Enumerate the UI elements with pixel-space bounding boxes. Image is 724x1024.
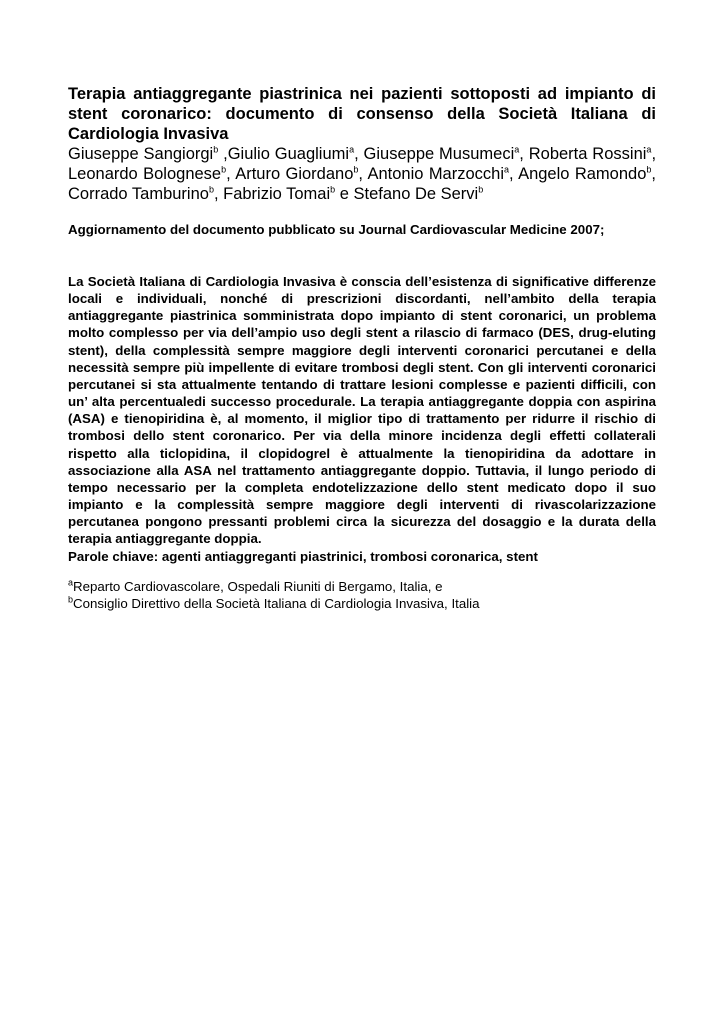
author-affiliation-mark: a [646,144,652,155]
author-separator: , [651,165,656,183]
author-name: Giulio Guagliumi [227,145,350,163]
affiliation-a [68,578,656,595]
author-affiliation-mark: b [330,184,336,195]
author-separator: , [226,165,236,183]
author-separator: , [358,165,368,183]
author-affiliation-mark: b [646,164,652,175]
author-name: Giuseppe Musumeci [363,145,515,163]
author-separator: e [335,185,354,203]
author-name: Fabrizio Tomai [223,185,331,203]
author-name: Stefano De Servi [353,185,479,203]
author-affiliation-mark: b [213,144,219,155]
author-list [68,144,656,204]
affiliation-text: Reparto Cardiovascolare, Ospedali Riuniti di Bergamo, Italia, e [73,578,443,594]
author-affiliation-mark: a [504,164,510,175]
author-name: Angelo Ramondo [518,165,647,183]
paper-title: Terapia antiaggregante piastrinica nei pazienti sottoposti ad impianto di stent coronarico: documento di consenso della Società Italiana di Cardiologia Invasiva [68,85,656,143]
author-affiliation-mark: a [514,144,520,155]
author-separator: , [519,145,529,163]
author-affiliation-mark: b [478,184,484,195]
author-affiliation-mark: b [208,184,214,195]
author-separator: , [218,145,228,163]
keywords: Parole chiave: agenti antiaggreganti piastrinici, trombosi coronarica, stent [68,548,538,564]
update-note: Aggiornamento del documento pubblicato su Journal Cardiovascular Medicine 2007; [68,222,605,237]
author-affiliation-mark: a [349,144,355,155]
author-separator: , [213,185,224,203]
affiliation-b [68,595,656,612]
author-affiliation-mark: b [221,164,227,175]
author-name: Leonardo Bolognese [68,165,222,183]
affiliation-text: Consiglio Direttivo della Società Italiana di Cardiologia Invasiva, Italia [73,595,480,611]
affiliation-mark: a [68,577,74,588]
abstract: La Società Italiana di Cardiologia Invasiva è conscia dell’esistenza di significative differenze locali e individuali, nonché di prescrizioni discordanti, nell’ambito della terapia antiaggregante piastrinica somministrata dopo impianto di stent coronarici, un problema molto complesso per via dell’ampio uso degli stent a rilascio di farmaco (DES, drug-eluting stent), della complessità sempre maggiore degli interventi coronarici percutanei e della necessità sempre più impellente di evitare trombosi degli stent. Con gli interventi coronarici percutanei si sta attualmente tentando di trattare lesioni complesse e pazienti difficili, con un’ alta percentualedi successo procedurale. La terapia antiaggregante doppia con aspirina (ASA) e tienopiridina è, al momento, il miglior tipo di trattamento per ridurre il rischio di trombosi dello stent coronarico. Per via della minore incidenza degli effetti collaterali rispetto alla ticlopidina, il clopidogrel è attualmente la tienopiridina da adottare in associazione alla ASA nel trattamento antiaggregante doppio. Tuttavia, il lungo periodo di tempo necessario per la completa endotelizzazione dello stent medicato dopo il suo impianto e la complessità sempre maggiore degli interventi di rivascolarizzazione percutanea pongono pressanti problemi circa la sicurezza del dosaggio e la durata della terapia antiaggregante doppia. [68,274,656,547]
author-separator: , [509,165,519,183]
author-affiliation-mark: b [353,164,359,175]
author-separator: , [354,145,364,163]
document-page [68,84,656,612]
author-name: Corrado Tamburino [68,185,209,203]
author-name: Arturo Giordano [235,165,354,183]
author-name: Antonio Marzocchi [367,165,504,183]
author-name: Giuseppe Sangiorgi [68,145,214,163]
author-separator: , [651,145,657,163]
affiliation-mark: b [68,594,74,605]
author-name: Roberta Rossini [528,145,647,163]
